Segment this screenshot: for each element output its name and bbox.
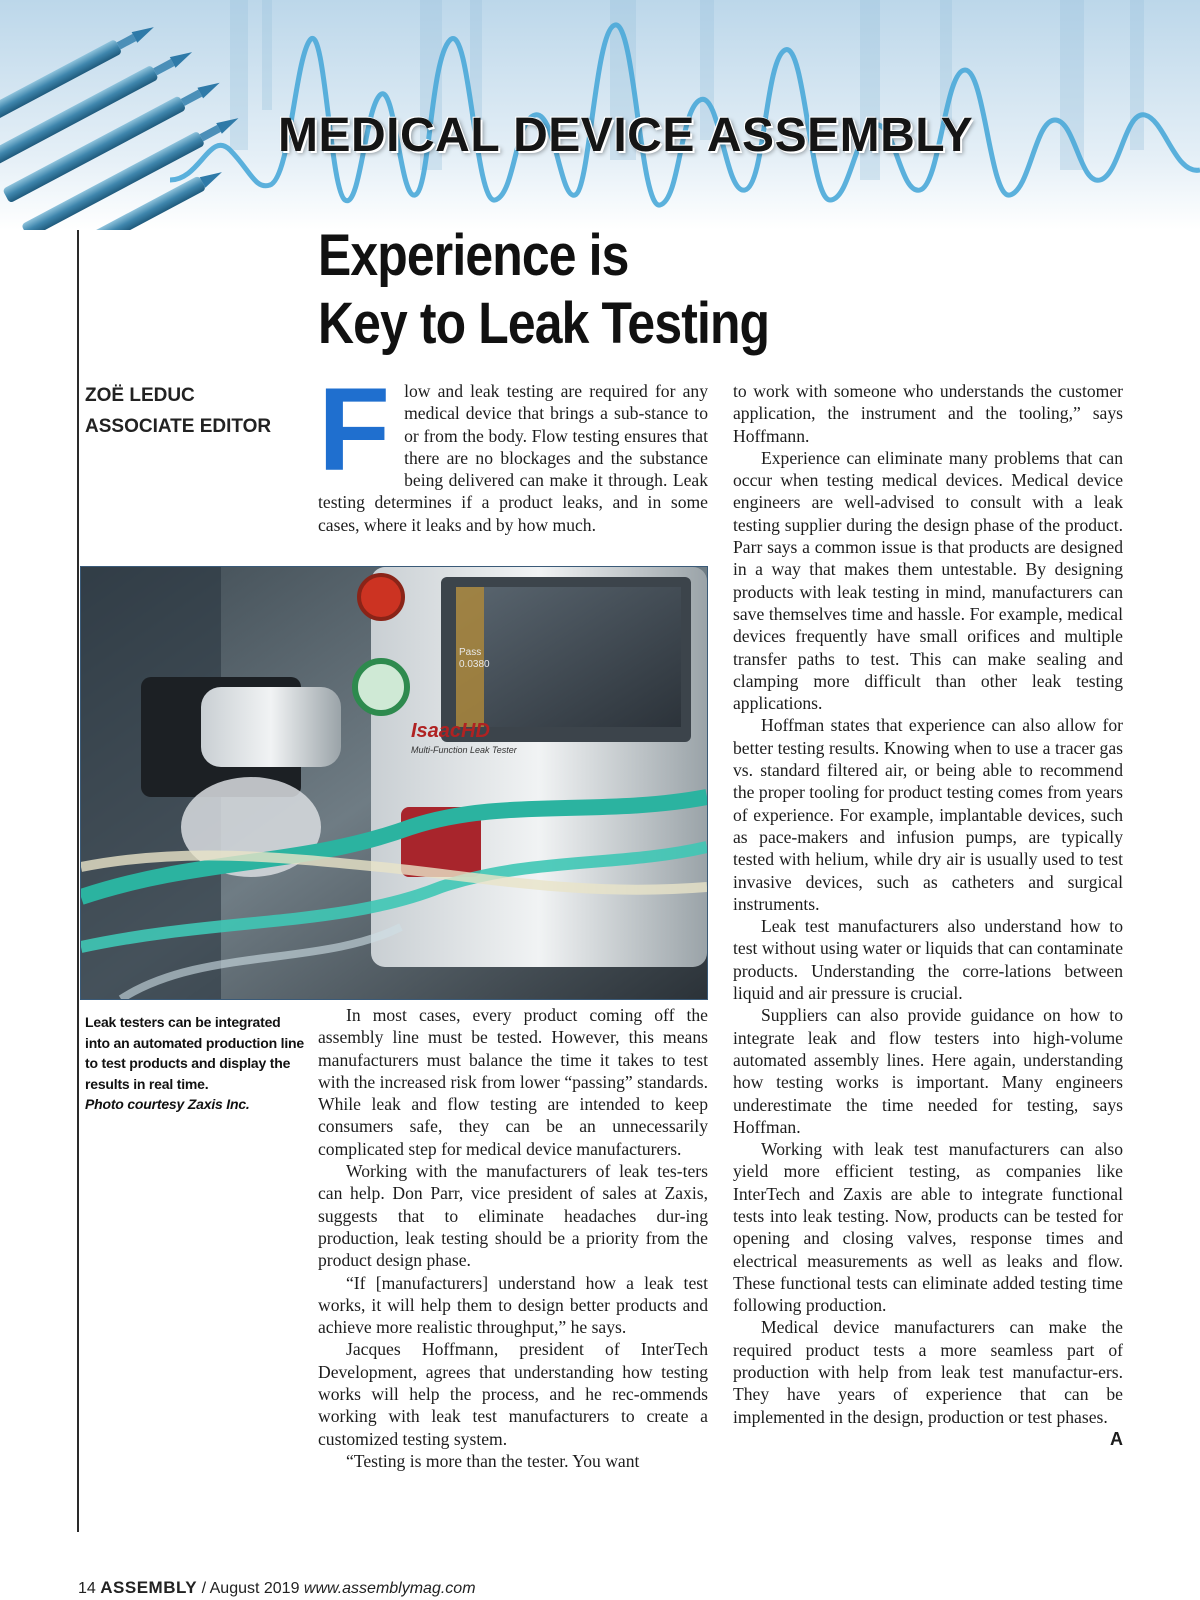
author-role: ASSOCIATE EDITOR <box>85 416 272 437</box>
page-footer <box>78 1578 476 1598</box>
photo-credit: Photo courtesy Zaxis Inc. <box>85 1096 250 1112</box>
end-mark: A <box>1110 1428 1123 1449</box>
article-intro <box>318 364 708 536</box>
col2-paragraph-4: Suppliers can also provide guidance on how to integrate leak and flow testers into high-volume automated assembly lines. Here again, understanding how testing works is important. Many engineers underestimate the time needed for testing, says Hoffman. <box>733 1005 1123 1137</box>
col2-paragraph-3: Leak test manufacturers also understand how to test without using water or liquids that can contaminate products. Understanding the corre-lations between liquid and air pressure is crucial. <box>733 916 1123 1004</box>
page-number: 14 <box>78 1580 96 1597</box>
magazine-url[interactable]: www.assemblymag.com <box>303 1580 476 1597</box>
col1-paragraph-1: In most cases, every product coming off the assembly line must be tested. However, this means manufacturers must balance the time it takes to test with the increased risk from lower “passing” standards. While leak and flow testing are intended to keep consumers safe, they can be an unnecessarily complicated step for medical device manufacturers. <box>318 1005 708 1159</box>
leak-tester-photo <box>81 567 707 999</box>
author-name: ZOË LEDUC <box>85 385 195 406</box>
col2-paragraph-2: Hoffman states that experience can also allow for better testing results. Knowing when to use a tracer gas vs. standard filtered air, or being able to recommend the proper tooling for product testing comes from years of experience. For example, implantable devices, such as pace-makers and infusion pumps, are typically tested with helium, while dry air is usually used to test invasive devices, such as catheters and surgical instruments. <box>733 715 1123 914</box>
col2-continuation: to work with someone who understands the customer application, the instrument and the tooling,” says Hoffmann. <box>733 381 1123 446</box>
col1-paragraph-3: “If [manufacturers] understand how a leak test works, it will help them to design better products and achieve more realistic throughput,” he says. <box>318 1272 708 1338</box>
issue-date: / August 2019 <box>201 1580 300 1597</box>
device-subtitle: Multi-Function Leak Tester <box>411 745 517 755</box>
article-title <box>318 222 920 358</box>
col1-paragraph-5: “Testing is more than the tester. You want <box>346 1450 640 1471</box>
magazine-name: ASSEMBLY <box>100 1578 198 1597</box>
screen-value: 0.0380 <box>459 659 490 670</box>
intro-text: low and leak testing are required for any medical device that brings a sub-stance to or from the body. Flow testing ensures that there are no blockages and the substance being delivered can make it through. Leak testing determines if a product leaks, and in some cases, where it leaks and by how much. <box>318 381 708 535</box>
col2-paragraph-5: Working with leak test manufacturers can also yield more efficient testing, as companies like InterTech and Zaxis are able to integrate functional tests into leak testing. Now, products can be tested for opening and closing valves, response times and electrical measurements as well as leaks and flow. These functional tests can eliminate added testing time following production. <box>733 1139 1123 1316</box>
col1-paragraph-2: Working with the manufacturers of leak tes-ters can help. Don Parr, vice president of sales at Zaxis, suggests that to eliminate headaches dur-ing production, leak testing should be a priority from the product design phase. <box>318 1161 708 1271</box>
article-photo <box>80 566 708 1000</box>
caption-text: Leak testers can be integrated into an automated production line to test products and display the results in real time. <box>85 1014 304 1092</box>
article-column-1 <box>318 1004 708 1472</box>
title-line-2: Key to Leak Testing <box>318 291 770 356</box>
col2-paragraph-1: Experience can eliminate many problems that can occur when testing medical devices. Medical device engineers are well-advised to consult with a leak testing supplier during the design phase of the product. Parr says a common issue is that products are designed in a way that makes them untestable. By designing products with leak testing in mind, manufacturers can save themselves time and hassle. For example, medical devices frequently have small orifices and multiple transfer paths to test. This can make sealing and clamping more difficult than other leak testing applications. <box>733 447 1123 714</box>
article-column-2 <box>733 380 1123 1450</box>
col1-paragraph-4: Jacques Hoffmann, president of InterTech Development, agrees that understanding how testing works will help the process, and he rec-ommends working with leak test manufacturers to create a customized testing system. <box>318 1339 708 1449</box>
col2-paragraph-last <box>733 1316 1123 1449</box>
col2-last-text: Medical device manufacturers can make the required product tests a more seamless part of production with help from leak test manufactur-ers. They have years of experience that can be implemented in the design, production or test phases. <box>733 1317 1123 1427</box>
drop-cap: F <box>318 364 391 496</box>
byline <box>85 380 305 442</box>
device-brand: IsaacHD <box>411 720 490 742</box>
title-line-1: Experience is <box>318 223 629 288</box>
screen-label: Pass <box>459 647 482 658</box>
section-heading: MEDICAL DEVICE ASSEMBLY <box>278 109 974 162</box>
vertical-rule <box>77 230 79 1532</box>
photo-caption <box>85 1012 305 1115</box>
intro-paragraph <box>318 364 708 536</box>
